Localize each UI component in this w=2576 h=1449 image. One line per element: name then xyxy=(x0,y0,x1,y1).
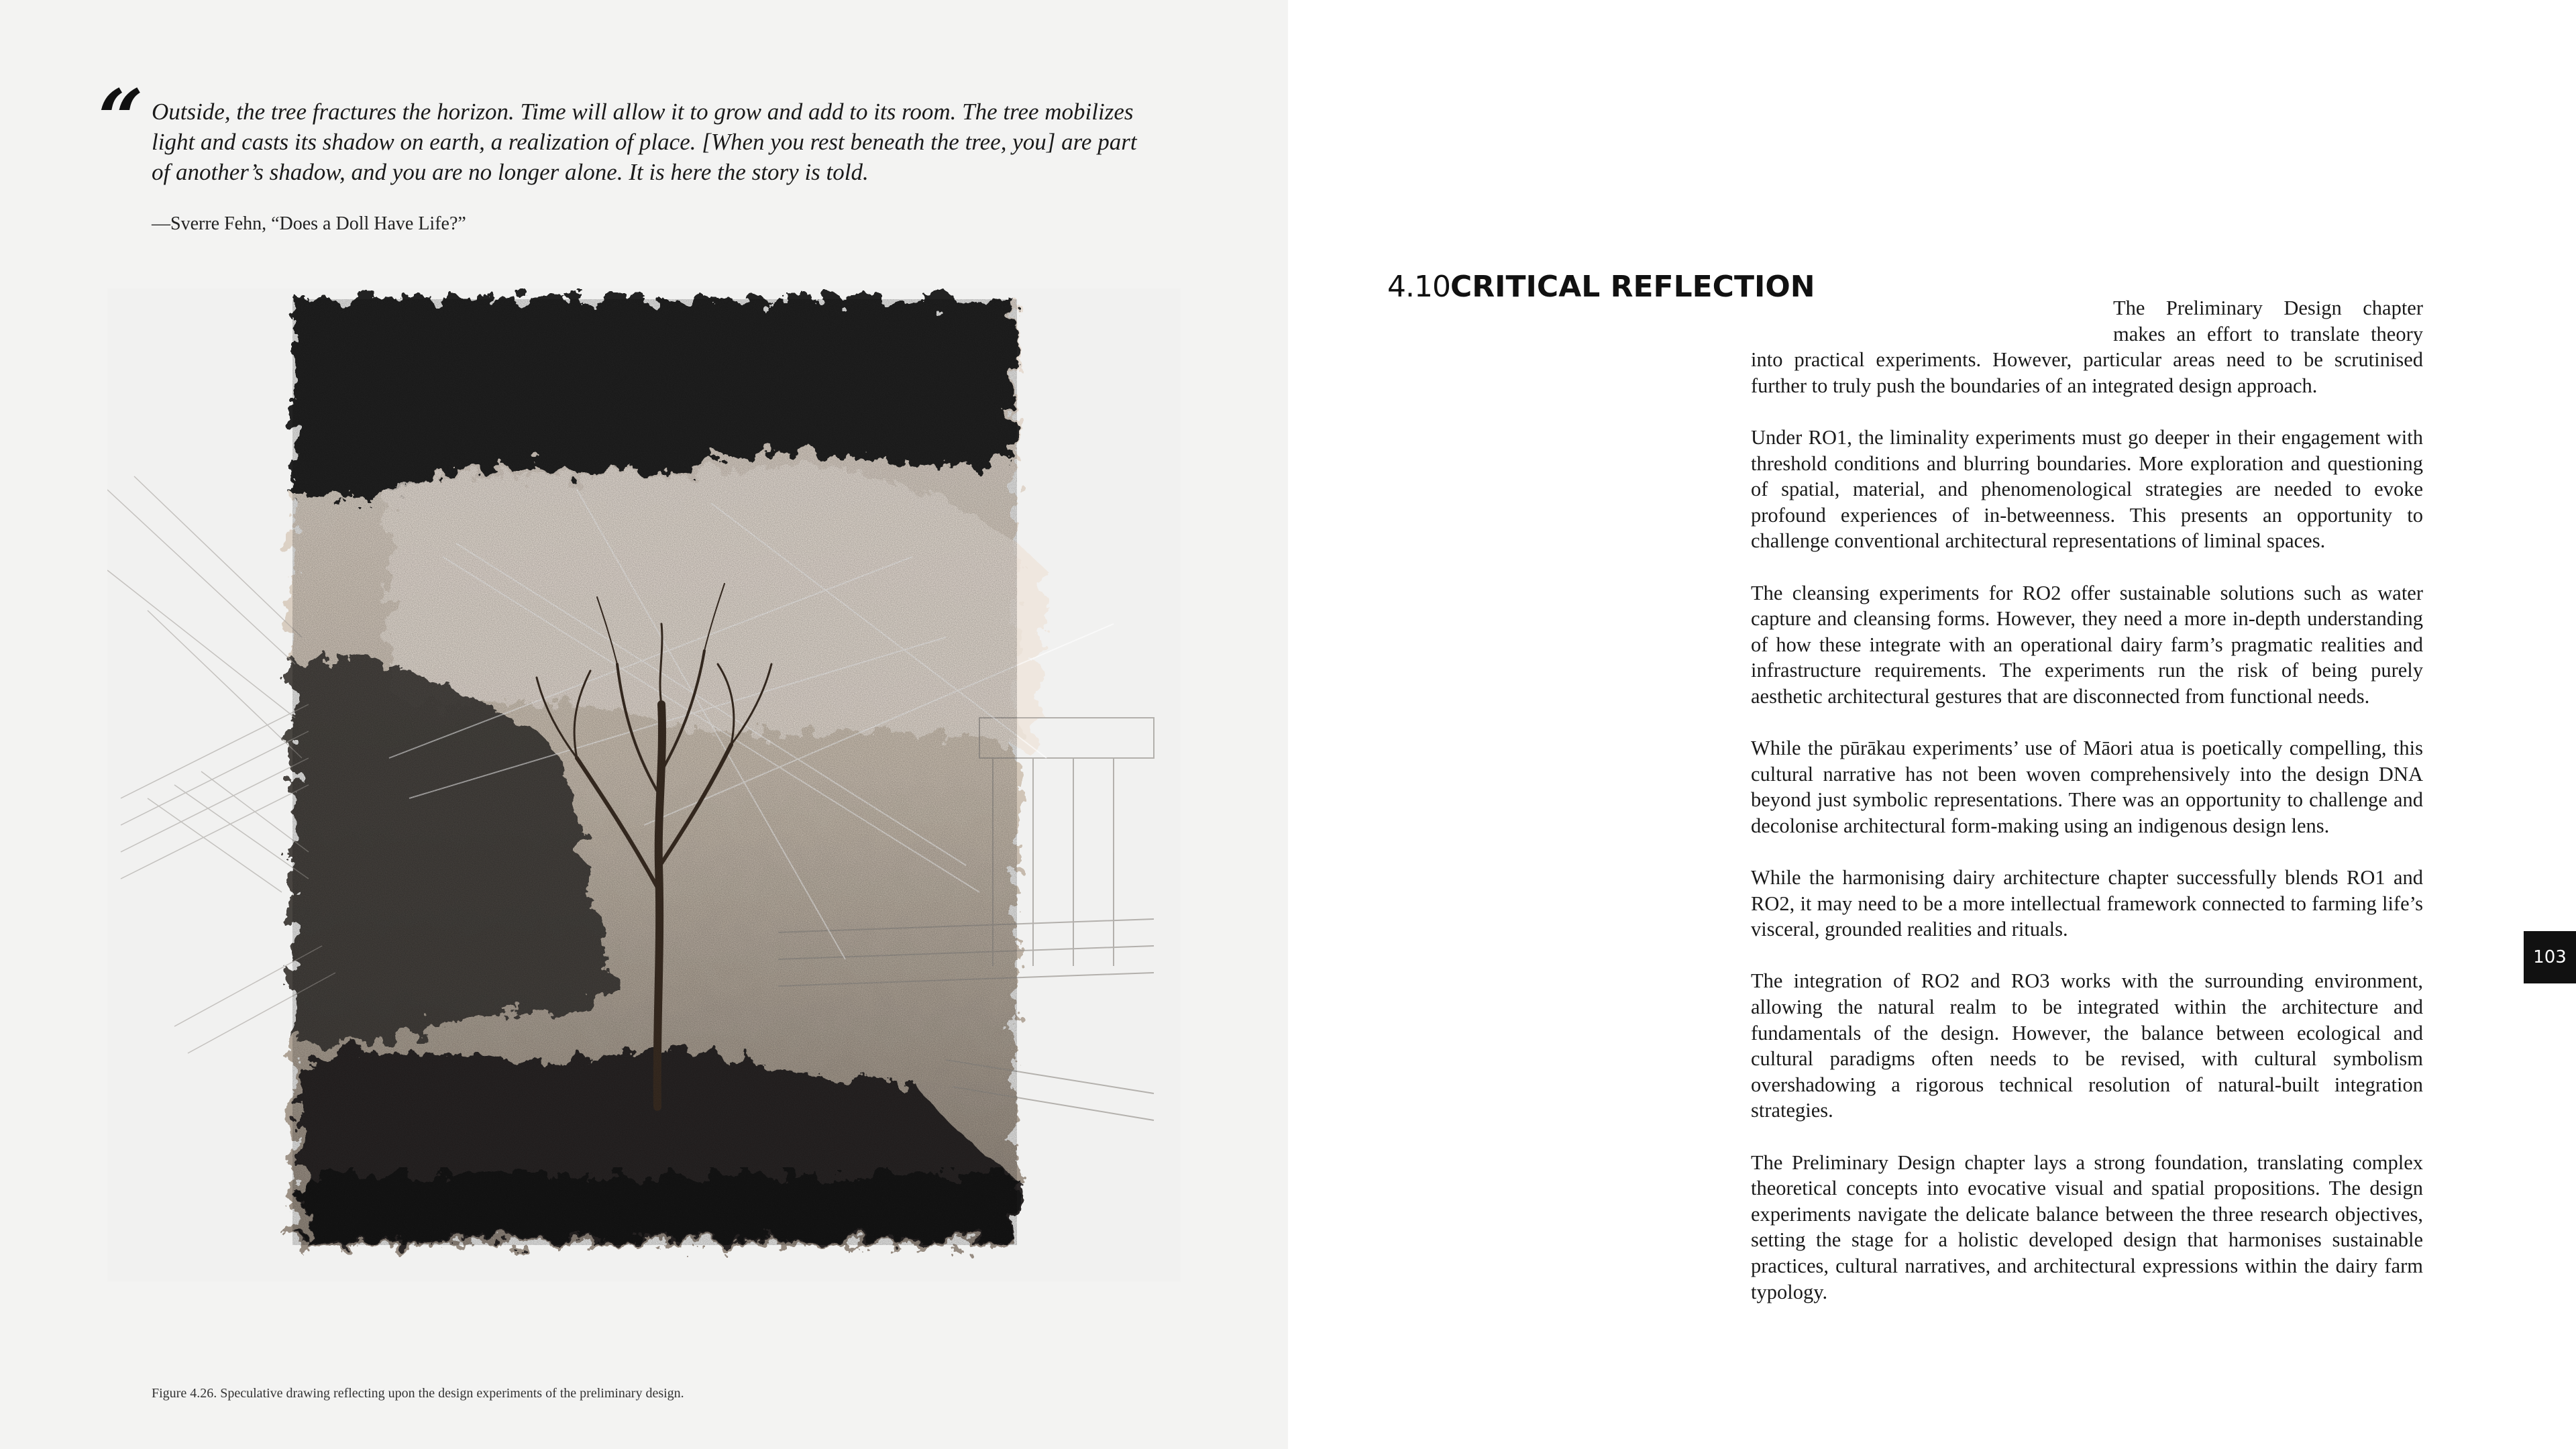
epigraph-quote: Outside, the tree fractures the horizon. Time will allow it to grow and add to its room. The tree mobilizes light and casts its shadow on earth, a realization of place. [When you rest beneath the tree, you] are part of another’s shadow, and you are no longer alone. It is here the story is told. xyxy=(152,99,1137,185)
body-text xyxy=(1751,295,2423,1331)
quote-attribution: —Sverre Fehn, “Does a Doll Have Life?” xyxy=(152,213,466,234)
paragraph: The Preliminary Design chapter lays a strong foundation, translating complex theoretical concepts into evocative visual and spatial propositions. The design experiments navigate the delicate balance between the three research objectives, setting the stage for a holistic developed design that harmonises sustainable practices, cultural narratives, and architectural expressions within the dairy farm typology. xyxy=(1751,1150,2423,1303)
page-number-badge: 103 xyxy=(2524,931,2576,983)
figure-caption: Figure 4.26. Speculative drawing reflecting upon the design experiments of the preliminary design. xyxy=(152,1386,684,1401)
section-title: CRITICAL REFLECTION xyxy=(1450,270,1815,304)
quote-mark: “ xyxy=(98,72,144,165)
paragraph: The Preliminary Design chapter makes an effort to translate theory into practical experiments. However, particular areas need to be scrutinised further to truly push the boundaries of an integrated design approach. xyxy=(1751,297,2423,397)
paragraph: While the harmonising dairy architecture chapter successfully blends RO1 and RO2, it may need to be a more intellectual framework connected to farming life’s visceral, grounded realities and rituals. xyxy=(1751,866,2423,941)
paragraph: While the pūrākau experiments’ use of Māori atua is poetically compelling, this cultural narrative has not been woven comprehensively into the design DNA beyond just symbolic representations. There was an opportunity to challenge and decolonise architectural form-making using an indigenous design lens. xyxy=(1751,737,2423,837)
paragraph: The integration of RO2 and RO3 works with the surrounding environment, allowing the natural realm to be integrated within the architecture and fundamentals of the design. However, the balance between ecological and cultural paradigms often needs to be revised, with cultural symbolism overshadowing a rigorous technical resolution of natural-built integration strategies. xyxy=(1751,969,2423,1122)
speculative-drawing-image xyxy=(107,288,1181,1281)
paragraph: Under RO1, the liminality experiments must go deeper in their engagement with threshold conditions and blurring boundaries. More exploration and questioning of spatial, material, and phenomenological strategies are needed to evoke profound experiences of in-betweenness. This presents an opportunity to challenge conventional architectural representations of liminal spaces. xyxy=(1751,425,2423,553)
paragraph: The cleansing experiments for RO2 offer sustainable solutions such as water capture and cleansing forms. However, they need a more in-depth understanding of how these integrate with an operational dairy farm’s pragmatic realities and infrastructure requirements. The experiments run the risk of being purely aesthetic architectural gestures that are disconnected from functional needs. xyxy=(1751,581,2423,708)
section-number: 4.10 xyxy=(1387,270,1450,304)
